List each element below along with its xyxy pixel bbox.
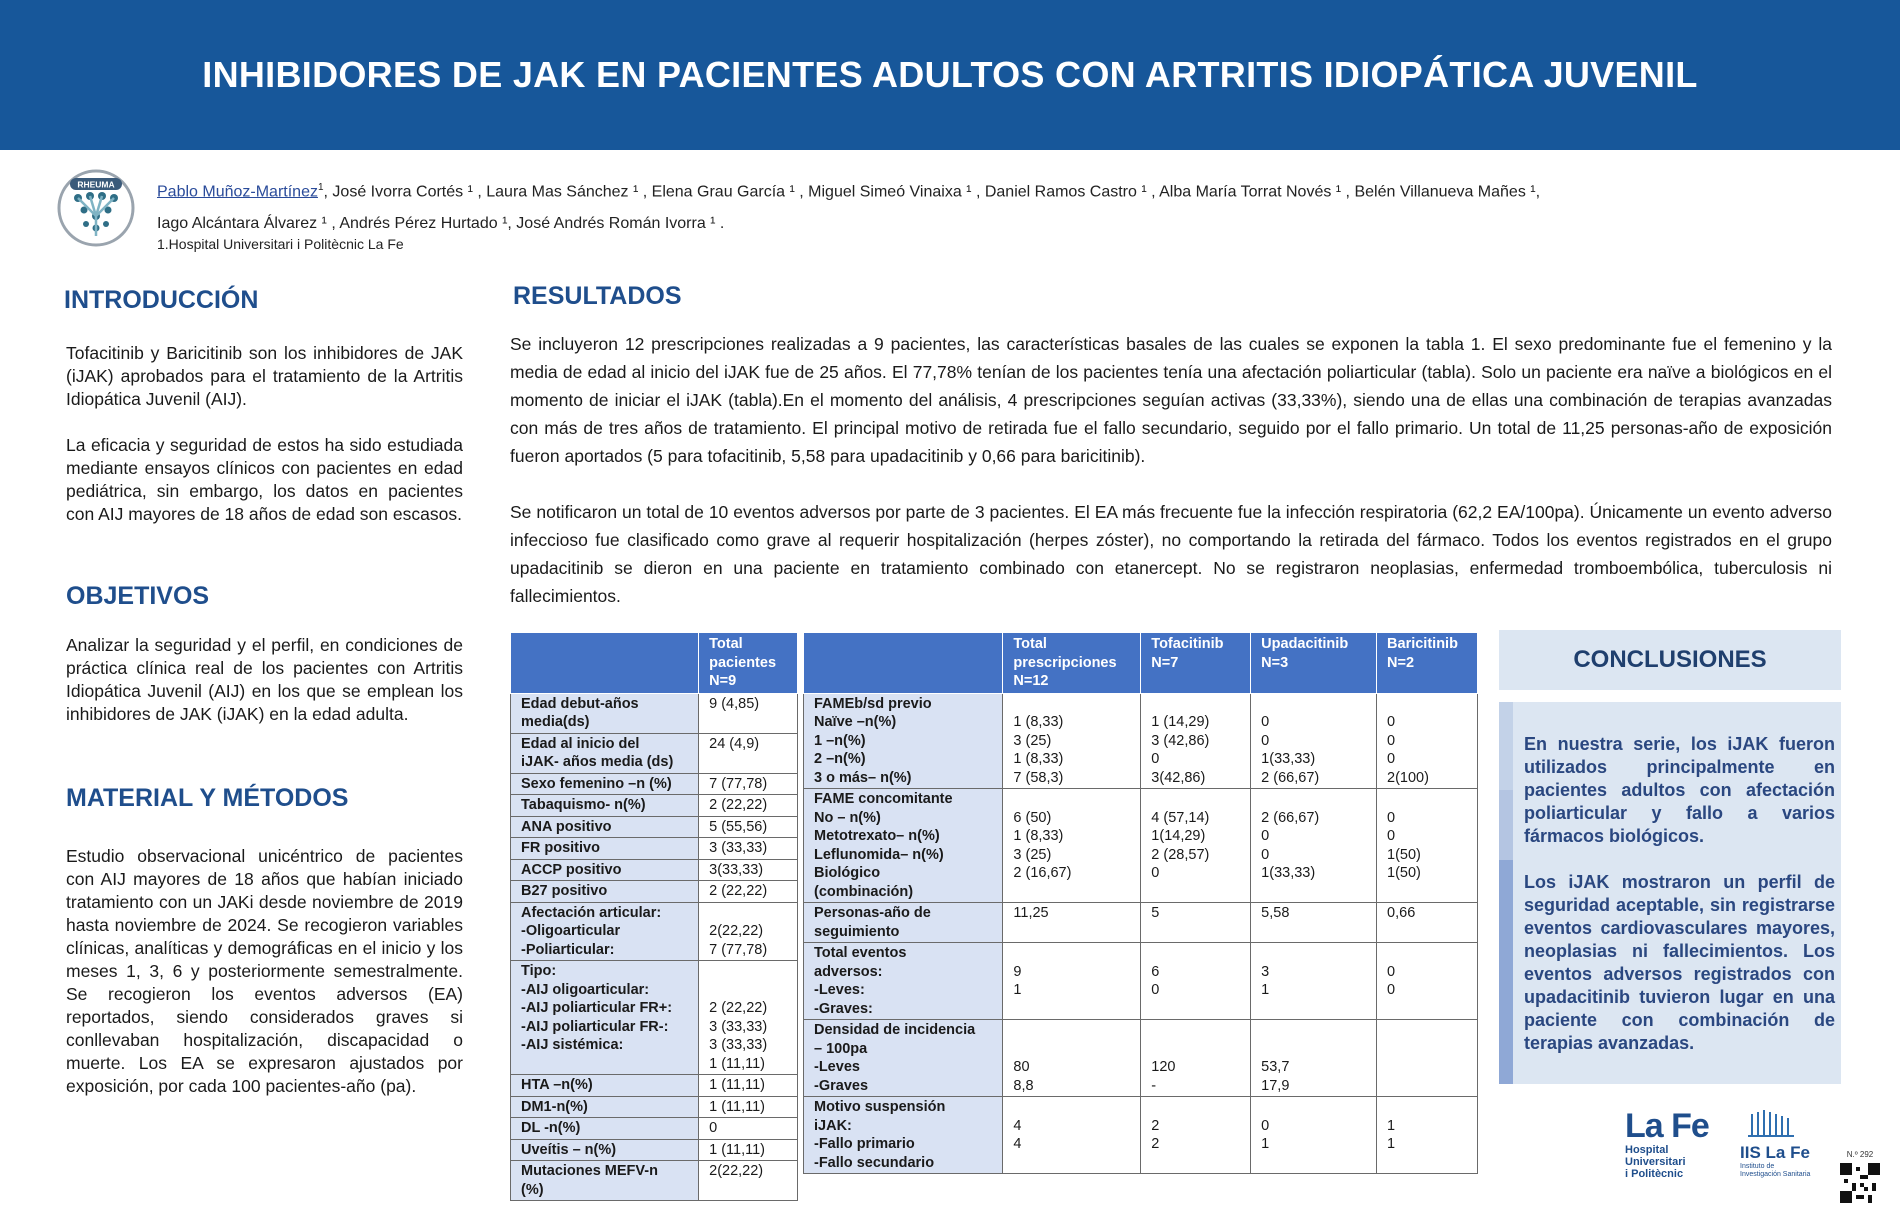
table2-cell [1377, 1020, 1478, 1097]
table2-row [804, 693, 1478, 789]
table2-cell: 80 8,8 [1003, 1020, 1141, 1097]
table1-row-label: Mutaciones MEFV-n (%) [511, 1161, 699, 1201]
table2-header-cell: Total prescripciones N=12 [1003, 633, 1141, 694]
table2-header-cell [804, 633, 1003, 694]
table1-row [511, 1096, 798, 1118]
conclusiones-text [1524, 733, 1835, 1078]
table2-cell: 0 1 [1251, 1097, 1377, 1174]
table2-cell: 6 0 [1141, 943, 1251, 1020]
table1-row [511, 859, 798, 881]
table2-cell: 0 0 0 2(100) [1377, 693, 1478, 789]
table1-row-label: DL -n(%) [511, 1118, 699, 1140]
intro-heading: INTRODUCCIÓN [64, 286, 259, 314]
intro-text [66, 342, 463, 549]
conclusiones-paragraph-1: En nuestra serie, los iJAK fueron utilizados principalmente en pacientes adultos con afectación poliarticular y fallo a varios fármacos biológicos. [1524, 734, 1835, 846]
table1-row-label: FR positivo [511, 838, 699, 860]
table2-cell: 53,7 17,9 [1251, 1020, 1377, 1097]
rheuma-logo [56, 168, 136, 248]
table2-row-label: FAME concomitante No – n(%) Metotrexato– n(%) Leflunomida– n(%) Biológico (combinación) [804, 789, 1003, 903]
table1-cell: 9 (4,85) [699, 693, 798, 733]
resultados-paragraph-1: Se incluyeron 12 prescripciones realizadas a 9 pacientes, las características basales de las cuales se exponen la tabla 1. El sexo predominante fue el femenino y la media de edad al inicio del iJAK fue de 25 años. El 77,78% tenían de los pacientes tenía una afectación poliarticular (tabla). Solo un paciente era naïve a biológicos en el momento de iniciar el iJAK (tabla).En el momento del análisis, 4 prescripciones seguían activas (33,33%), siendo una de ellas una combinación de terapias avanzadas con más de tres años de tratamiento. El principal motivo de retirada fue el fallo secundario, seguido por el fallo primario. Un total de 11,25 personas-año de exposición fueron aportados (5 para tofacitinib, 5,58 para upadacitinib y 0,66 para baricitinib). [510, 334, 1832, 466]
table1-row [511, 693, 798, 733]
table1-row-label: Uveítis – n(%) [511, 1139, 699, 1161]
table2-row [804, 943, 1478, 1020]
table1-row [511, 838, 798, 860]
poster-qr-block [1840, 1150, 1880, 1212]
hospital-la-fe-logo [1625, 1108, 1715, 1188]
objetivos-paragraph: Analizar la seguridad y el perfil, en condiciones de práctica clínica real de los pacientes con Artritis Idiopática Juvenil (AIJ) en los que se emplean los inhibidores de JAK (iJAK) en la edad adulta. [66, 635, 463, 724]
table1-row [511, 902, 798, 961]
table2-row [804, 1097, 1478, 1174]
metodos-text [66, 845, 463, 1121]
la-fe-logo-subtitle: Hospital Universitari i Politècnic [1625, 1144, 1686, 1180]
table1-row-label: B27 positivo [511, 881, 699, 903]
poster-title: INHIBIDORES DE JAK EN PACIENTES ADULTOS CON ARTRITIS IDIOPÁTICA JUVENIL [202, 54, 1698, 95]
table2-row-label: Personas-año de seguimiento [804, 903, 1003, 943]
table1-row-label: Edad debut-años media(ds) [511, 693, 699, 733]
poster-number: N.º 292 [1846, 1150, 1874, 1159]
table2-cell: 5 [1141, 903, 1251, 943]
table2-cell: 2 2 [1141, 1097, 1251, 1174]
objetivos-heading: OBJETIVOS [66, 582, 210, 610]
table2-cell: 4 (57,14) 1(14,29) 2 (28,57) 0 [1141, 789, 1251, 903]
author-line-1-rest: , José Ivorra Cortés ¹ , Laura Mas Sánchez ¹ , Elena Grau García ¹ , Miguel Simeó Vinaixa ¹ , Daniel Ramos Castro ¹ , Alba María Torrat Novés ¹ , Belén Villanueva Mañes ¹, [323, 183, 1541, 201]
resultados-paragraph-2: Se notificaron un total de 10 eventos adversos por parte de 3 pacientes. El EA más frecuente fue la infección respiratoria (62,2 EA/100pa). Únicamente un evento adverso infeccioso fue clasificado como grave al requerir hospitalización (herpes zóster), no comportando la retirada del fármaco. Todos los eventos registrados en el grupo upadacitinib se dieron en una paciente en tratamiento combinado con etanercept. No se registraron neoplasias, enfermedad tromboembólica, tuberculosis ni fallecimientos. [510, 502, 1832, 606]
author-list [157, 172, 1717, 240]
table1-row [511, 1118, 798, 1140]
table2-cell: 9 1 [1003, 943, 1141, 1020]
table2-cell: 1 1 [1377, 1097, 1478, 1174]
table1-cell: 1 (11,11) [699, 1139, 798, 1161]
table2-row-label: Motivo suspensión iJAK: -Fallo primario -Fallo secundario [804, 1097, 1003, 1174]
table1-cell: 2 (22,22) 3 (33,33) 3 (33,33) 1 (11,11) [699, 961, 798, 1075]
table1-cell: 2 (22,22) [699, 881, 798, 903]
table2-row [804, 903, 1478, 943]
iis-building-icon [1740, 1108, 1800, 1138]
table1-cell: 1 (11,11) [699, 1096, 798, 1118]
conclusiones-accent-bar [1499, 790, 1513, 860]
table2-cell: 0,66 [1377, 903, 1478, 943]
iis-logo-title: IIS La Fe [1740, 1143, 1810, 1162]
metodos-heading: MATERIAL Y MÉTODOS [66, 784, 349, 812]
table2-cell: 5,58 [1251, 903, 1377, 943]
table1-row-label: ANA positivo [511, 816, 699, 838]
table1-row [511, 1075, 798, 1097]
table1-cell: 7 (77,78) [699, 773, 798, 795]
conclusiones-heading: CONCLUSIONES [1573, 646, 1767, 673]
table2-cell: 0 0 [1377, 943, 1478, 1020]
conclusiones-accent-bar [1499, 860, 1513, 1084]
table1-row-label: Afectación articular: -Oligoarticular -Poliarticular: [511, 902, 699, 961]
table2-header-cell: Tofacitinib N=7 [1141, 633, 1251, 694]
table2-cell: 11,25 [1003, 903, 1141, 943]
table1-cell: 1 (11,11) [699, 1075, 798, 1097]
resultados-text [510, 330, 1832, 638]
objetivos-text [66, 634, 463, 749]
intro-paragraph-1: Tofacitinib y Baricitinib son los inhibidores de JAK (iJAK) aprobados para el tratamiento de la Artritis Idiopática Juvenil (AIJ). [66, 343, 463, 409]
table1-row [511, 795, 798, 817]
table1-row-label: DM1-n(%) [511, 1096, 699, 1118]
table1-cell: 0 [699, 1118, 798, 1140]
first-author-link[interactable]: Pablo Muñoz-Martínez [157, 183, 318, 201]
table1-cell: 3 (33,33) [699, 838, 798, 860]
prescriptions-table [803, 632, 1478, 1174]
la-fe-logo-title: La Fe [1625, 1107, 1709, 1145]
author-line-1 [157, 172, 1717, 208]
table1-row [511, 816, 798, 838]
conclusiones-header [1499, 630, 1841, 690]
affiliation: 1.Hospital Universitari i Politècnic La Fe [157, 236, 404, 252]
table1-row-label: Edad al inicio del iJAK- años media (ds) [511, 733, 699, 773]
table2-row-label: Densidad de incidencia – 100pa -Leves -Graves [804, 1020, 1003, 1097]
table2-cell: 0 0 1(50) 1(50) [1377, 789, 1478, 903]
table1-row-label: ACCP positivo [511, 859, 699, 881]
table1-row [511, 881, 798, 903]
table1-cell: 3(33,33) [699, 859, 798, 881]
resultados-heading: RESULTADOS [513, 282, 682, 310]
table1-row [511, 733, 798, 773]
table1-cell: 2(22,22) 7 (77,78) [699, 902, 798, 961]
table2-cell: 6 (50) 1 (8,33) 3 (25) 2 (16,67) [1003, 789, 1141, 903]
table2-header-cell: Baricitinib N=2 [1377, 633, 1478, 694]
table1-cell: 2(22,22) [699, 1161, 798, 1201]
intro-paragraph-2: La eficacia y seguridad de estos ha sido estudiada mediante ensayos clínicos con pacientes en edad pediátrica, sin embargo, los datos en pacientes con AIJ mayores de 18 años de edad son escasos. [66, 435, 463, 524]
table1-row-label: Sexo femenino –n (%) [511, 773, 699, 795]
table1-row [511, 773, 798, 795]
table2-row [804, 1020, 1478, 1097]
qr-code-icon[interactable] [1840, 1163, 1880, 1203]
iis-la-fe-logo [1740, 1108, 1830, 1188]
table1-cell: 24 (4,9) [699, 733, 798, 773]
table2-cell: 4 4 [1003, 1097, 1141, 1174]
table1-row-label: Tipo: -AIJ oligoarticular: -AIJ poliarticular FR+: -AIJ poliarticular FR-: -AIJ sistémica: [511, 961, 699, 1075]
table1-header-cell: Total pacientes N=9 [699, 633, 798, 694]
table1-row [511, 1161, 798, 1201]
title-banner [0, 0, 1900, 150]
table1-cell: 2 (22,22) [699, 795, 798, 817]
table2-cell: 2 (66,67) 0 0 1(33,33) [1251, 789, 1377, 903]
metodos-paragraph: Estudio observacional unicéntrico de pacientes con AIJ mayores de 18 años que habían iniciado tratamiento con un JAKi desde noviembre de 2019 hasta noviembre de 2024. Se recogieron variables clínicas, analíticas y demográficas en el inicio y los meses 1, 3, 6 y posteriormente semestralmente. Se recogieron los eventos adversos (EA) reportados, siendo considerados graves si conllevaban hospitalización, discapacidad o muerte. Los EA se expresaron ajustados por exposición, por cada 100 pacientes-año (pa). [66, 846, 463, 1096]
conclusiones-paragraph-2: Los iJAK mostraron un perfil de seguridad aceptable, sin registrarse eventos cardiovasculares mayores, neoplasias ni fallecimientos. Los eventos adversos registrados con upadacitinib tuvieron lugar en una paciente con combinación de terapias avanzadas. [1524, 872, 1835, 1053]
table1-row-label: HTA –n(%) [511, 1075, 699, 1097]
table1-row [511, 961, 798, 1075]
table2-cell: 3 1 [1251, 943, 1377, 1020]
table1-cell: 5 (55,56) [699, 816, 798, 838]
table2-row-label: Total eventos adversos: -Leves: -Graves: [804, 943, 1003, 1020]
table2-cell: 1 (8,33) 3 (25) 1 (8,33) 7 (58,3) [1003, 693, 1141, 789]
author-line-2: Iago Alcántara Álvarez ¹ , Andrés Pérez Hurtado ¹, José Andrés Román Ivorra ¹ . [157, 215, 725, 233]
baseline-characteristics-table [510, 632, 798, 1201]
table2-header-cell: Upadacitinib N=3 [1251, 633, 1377, 694]
table1-header-cell [511, 633, 699, 694]
table2-row [804, 789, 1478, 903]
table2-row-label: FAMEb/sd previo Naïve –n(%) 1 –n(%) 2 –n(%) 3 o más– n(%) [804, 693, 1003, 789]
table2-cell: 1 (14,29) 3 (42,86) 0 3(42,86) [1141, 693, 1251, 789]
first-author-sup: 1 [317, 182, 324, 193]
table2-cell: 120 - [1141, 1020, 1251, 1097]
rheuma-logo-text: RHEUMA [77, 179, 115, 190]
conclusiones-accent-bar [1499, 702, 1513, 790]
table1-row-label: Tabaquismo- n(%) [511, 795, 699, 817]
table1-row [511, 1139, 798, 1161]
iis-logo-subtitle: Instituto de Investigación Sanitaria [1740, 1163, 1811, 1178]
table2-cell: 0 0 1(33,33) 2 (66,67) [1251, 693, 1377, 789]
